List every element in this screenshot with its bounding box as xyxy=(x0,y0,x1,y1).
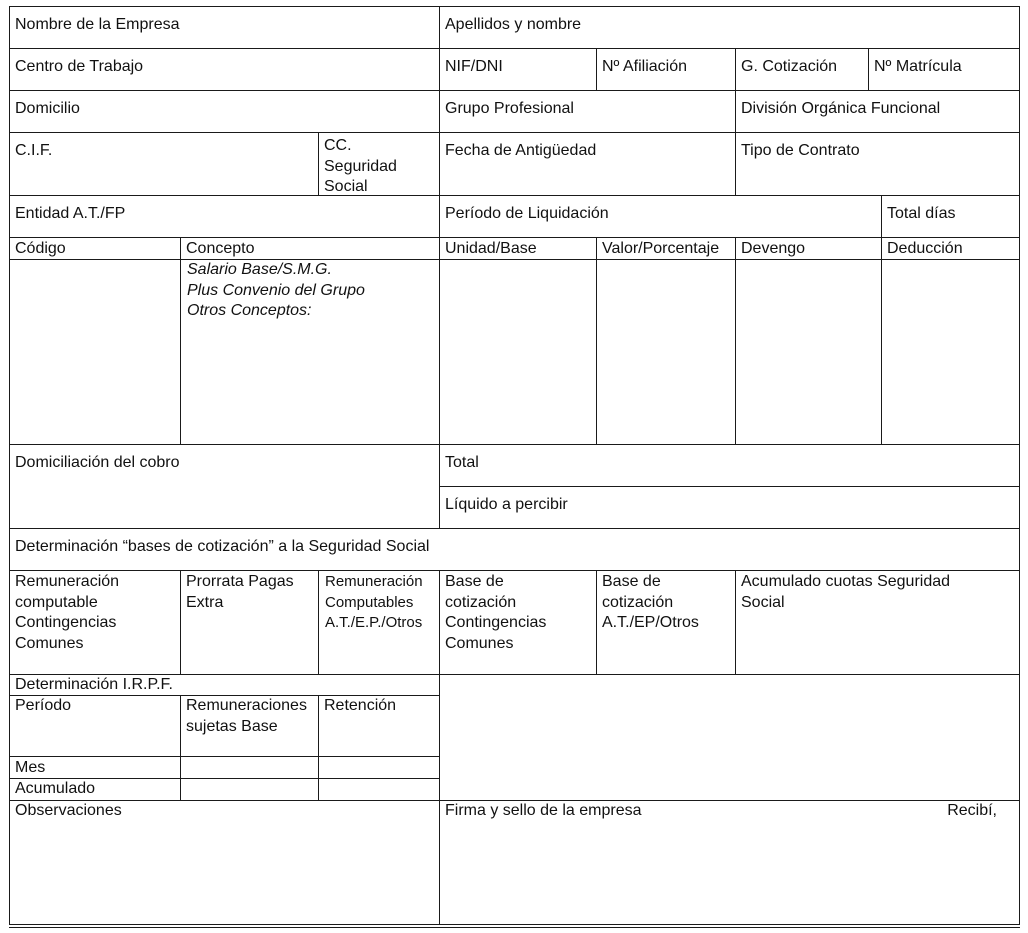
column-header-concept: Concepto xyxy=(180,237,440,260)
professional-group-field[interactable]: Grupo Profesional xyxy=(439,90,736,133)
irpf-withholding-header: Retención xyxy=(318,695,440,757)
received-label: Recibí, xyxy=(947,802,997,819)
contribution-bases-title: Determinación “bases de cotización” a la Seguridad Social xyxy=(9,528,1020,571)
employee-name-field[interactable]: Apellidos y nombre xyxy=(439,6,1020,49)
computable-remuneration-common-field[interactable]: Remuneración computable Contingencias Comunes xyxy=(9,570,181,675)
address-field[interactable]: Domicilio xyxy=(9,90,440,133)
registration-number-field[interactable]: Nº Matrícula xyxy=(868,48,1020,91)
column-header-accrual: Devengo xyxy=(735,237,882,260)
irpf-accumulated-remuneration-field[interactable] xyxy=(180,778,319,801)
accrual-column-body[interactable] xyxy=(735,259,882,445)
bottom-border-line xyxy=(9,927,1020,928)
workplace-field[interactable]: Centro de Trabajo xyxy=(9,48,440,91)
irpf-period-header: Período xyxy=(9,695,181,757)
column-header-unit-base: Unidad/Base xyxy=(439,237,597,260)
company-signature-label: Firma y sello de la empresa xyxy=(445,802,642,819)
computable-remuneration-at-field[interactable]: Remuneración Computables A.T./E.P./Otros xyxy=(318,570,440,675)
settlement-period-field[interactable]: Período de Liquidación xyxy=(439,195,882,238)
accumulated-contributions-field[interactable]: Acumulado cuotas Seguridad Social xyxy=(735,570,1020,675)
deduction-column-body[interactable] xyxy=(881,259,1020,445)
company-name-field[interactable]: Nombre de la Empresa xyxy=(9,6,440,49)
irpf-title: Determinación I.R.P.F. xyxy=(9,674,440,696)
irpf-month-withholding-field[interactable] xyxy=(318,756,440,779)
observations-field[interactable]: Observaciones xyxy=(9,800,440,925)
irpf-accumulated-label: Acumulado xyxy=(9,778,181,801)
organizational-division-field[interactable]: División Orgánica Funcional xyxy=(735,90,1020,133)
column-header-deduction: Deducción xyxy=(881,237,1020,260)
column-header-value-percentage: Valor/Porcentaje xyxy=(596,237,736,260)
contribution-base-at-field[interactable]: Base de cotización A.T./EP/Otros xyxy=(596,570,736,675)
concept-list[interactable]: Salario Base/S.M.G. Plus Convenio del Grupo Otros Conceptos: xyxy=(180,259,440,445)
irpf-accumulated-withholding-field[interactable] xyxy=(318,778,440,801)
payment-domiciliation-field[interactable]: Domiciliación del cobro xyxy=(9,444,440,529)
affiliation-number-field[interactable]: Nº Afiliación xyxy=(596,48,736,91)
total-field[interactable]: Total xyxy=(439,444,1020,487)
net-pay-field[interactable]: Líquido a percibir xyxy=(439,486,1020,529)
contribution-base-common-field[interactable]: Base de cotización Contingencias Comunes xyxy=(439,570,597,675)
social-security-cc-field[interactable]: CC. Seguridad Social xyxy=(318,132,440,196)
seniority-date-field[interactable]: Fecha de Antigüedad xyxy=(439,132,736,196)
signature-area[interactable] xyxy=(439,800,1020,925)
column-header-code: Código xyxy=(9,237,181,260)
irpf-remuneration-header: Remuneraciones sujetas Base xyxy=(180,695,319,757)
irpf-side-blank-area xyxy=(439,674,1020,801)
unit-base-column-body[interactable] xyxy=(439,259,597,445)
value-percentage-column-body[interactable] xyxy=(596,259,736,445)
nif-dni-field[interactable]: NIF/DNI xyxy=(439,48,597,91)
at-fp-entity-field[interactable]: Entidad A.T./FP xyxy=(9,195,440,238)
irpf-month-label: Mes xyxy=(9,756,181,779)
total-days-field[interactable]: Total días xyxy=(881,195,1020,238)
contract-type-field[interactable]: Tipo de Contrato xyxy=(735,132,1020,196)
irpf-month-remuneration-field[interactable] xyxy=(180,756,319,779)
code-column-body[interactable] xyxy=(9,259,181,445)
contribution-group-field[interactable]: G. Cotización xyxy=(735,48,869,91)
cif-field[interactable]: C.I.F. xyxy=(9,132,319,196)
extra-pay-proration-field[interactable]: Prorrata Pagas Extra xyxy=(180,570,319,675)
